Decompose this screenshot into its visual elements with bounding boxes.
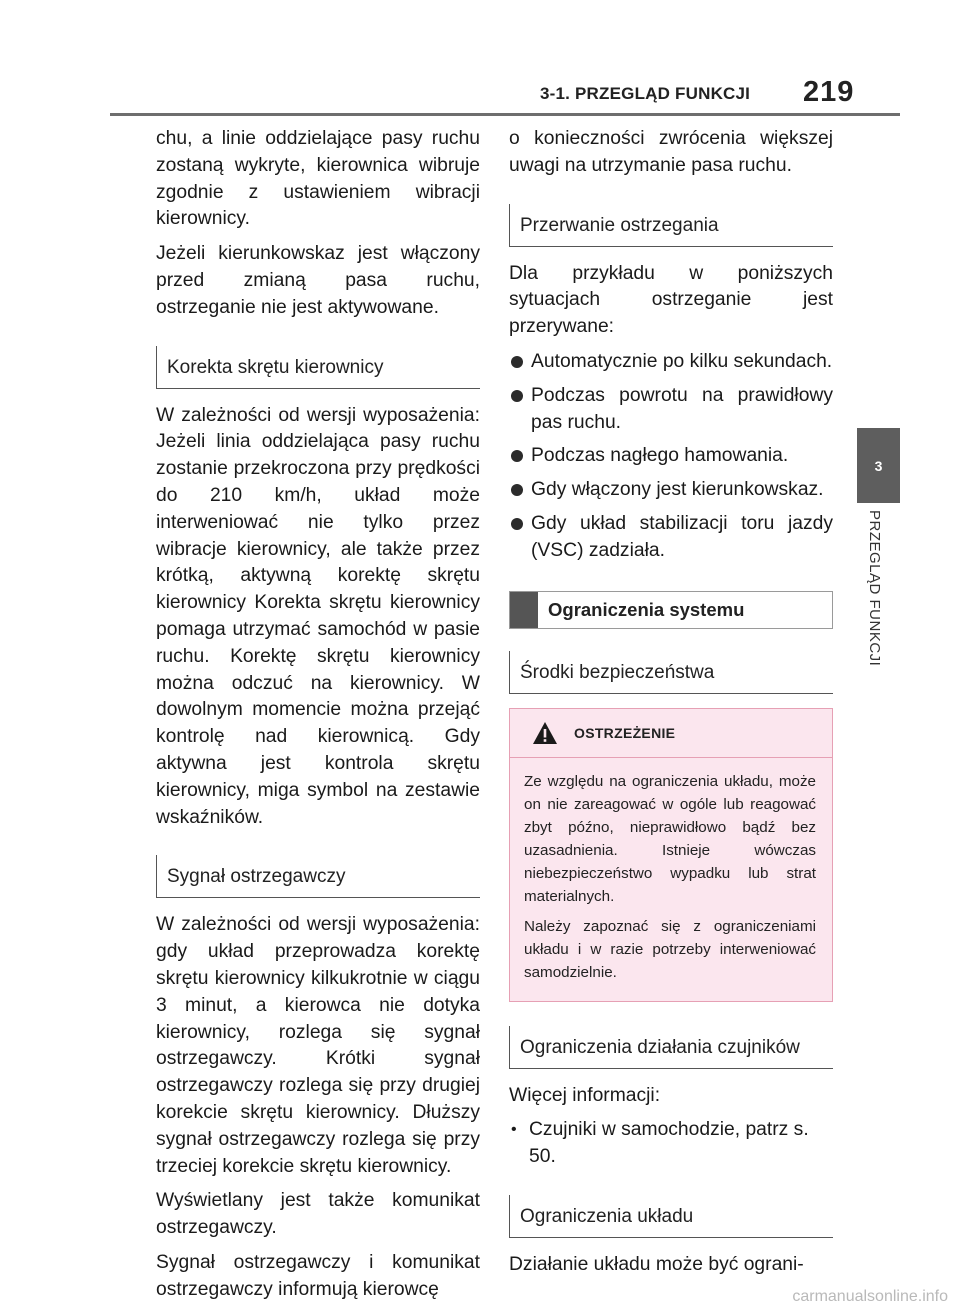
subheading-warning-interruption: Przerwanie ostrzegania	[509, 204, 833, 247]
subheading-warning-signal: Sygnał ostrzegawczy	[156, 855, 480, 898]
list-item	[509, 349, 833, 376]
paragraph: Działanie układu może być ograni-	[509, 1253, 804, 1275]
chapter-tab[interactable]	[857, 428, 900, 503]
warning-body	[510, 758, 832, 1001]
list-item-text: Gdy układ stabilizacji toru jazdy (VSC) zadziała.	[531, 512, 833, 561]
bullet-list	[509, 349, 833, 565]
chapter-number: 3	[874, 457, 883, 474]
bullet-dot-icon	[511, 390, 523, 402]
list-item	[509, 477, 833, 504]
bullet-dot-icon	[511, 518, 523, 530]
list-item-text: Automatycznie po kilku sekundach.	[531, 350, 833, 372]
paragraph: Sygnał ostrzegawczy i komunikat ostrzegawczy informują kierowcę	[156, 1251, 480, 1300]
paragraph: W zależności od wersji wyposażenia: gdy układ przeprowadza korektę skrętu kierownicy kilkukrotnie w ciągu 3 minut, a kierowca nie dotyka kierownicy, rozlega się sygnał ostrzegawczy. Krótki sygnał ostrzegawczy rozlega się przy drugiej korekcie skrętu kierownicy. Dłuższy sygnał ostrzegawczy rozlega się przy trzeciej korekcie skrętu kierownicy.	[156, 914, 480, 1177]
page-number: 219	[803, 76, 855, 108]
paragraph: Jeżeli kierunkowskaz jest włączony przed zmianą pasa ruchu, ostrzeganie nie jest aktywowane.	[156, 243, 480, 318]
warning-box	[509, 708, 833, 1002]
left-column	[156, 126, 480, 1311]
warning-paragraph: Ze względu na ograniczenia układu, może on nie zareagować w ogóle lub reagować zbyt późno, nieprawidłowo bądź bez uzasadnienia. Istnieje wówczas niebezpieczeństwo wypadku lub strat materialnych.	[524, 772, 816, 905]
warning-header	[510, 709, 832, 758]
paragraph: o konieczności zwrócenia większej uwagi na utrzymanie pasa ruchu.	[509, 128, 833, 176]
paragraph: chu, a linie oddzielające pasy ruchu zostaną wykryte, kierownica wibruje zgodnie z ustawieniem wibracji kierownicy.	[156, 128, 480, 230]
list-item	[509, 1117, 833, 1171]
subheading-system-limits: Ograniczenia układu	[509, 1195, 833, 1238]
list-item-text: Czujniki w samochodzie, patrz s. 50.	[529, 1119, 809, 1168]
subheading-sensor-limits: Ograniczenia działania czujników	[509, 1026, 833, 1069]
subheading-steering-correction: Korekta skrętu kierownicy	[156, 346, 480, 389]
section-marker	[510, 592, 538, 628]
subheading-safety-precautions: Środki bezpieczeństwa	[509, 651, 833, 694]
bullet-dot-icon	[511, 450, 523, 462]
section-title: 3-1. PRZEGLĄD FUNKCJI	[540, 84, 751, 103]
warning-paragraph: Należy zapoznać się z ograniczeniami układu i w razie potrzeby interweniować samodzielnie.	[524, 917, 816, 981]
section-header-system-limits	[509, 591, 833, 629]
list-item	[509, 443, 833, 470]
chapter-label: PRZEGLĄD FUNKCJI	[866, 510, 883, 667]
list-item	[509, 511, 833, 565]
list-item-text: Podczas nagłego hamowania.	[531, 445, 789, 467]
list-item-text: Podczas powrotu na prawidłowy pas ruchu.	[531, 384, 833, 433]
warning-title: OSTRZEŻENIE	[574, 724, 676, 741]
header-rule	[110, 113, 900, 116]
bullet-dot-icon	[511, 356, 523, 368]
list-item-text: Gdy włączony jest kierunkowskaz.	[531, 479, 824, 501]
warning-triangle-icon	[532, 721, 558, 745]
paragraph: Wyświetlany jest także komunikat ostrzegawczy.	[156, 1190, 480, 1239]
reference-list	[509, 1117, 833, 1171]
paragraph: Dla przykładu w poniższych sytuacjach ostrzeganie jest przerywane:	[509, 262, 833, 338]
watermark: carmanualsonline.info	[792, 1288, 948, 1305]
right-column	[509, 126, 833, 1287]
paragraph: W zależności od wersji wyposażenia: Jeżeli linia oddzielająca pasy ruchu zostanie przekroczona przy prędkości do 210 km/h, układ może interweniować nie tylko przez wibracje kierownicy, ale także przez krótką, aktywną korektę skrętu kierownicy Korekta skrętu kierownicy pomaga utrzymać samochód w pasie ruchu. Korektę skrętu kierownicy można odczuć na kierownicy. W dowolnym momencie można przejąć kontrolę nad kierownicą. Gdy aktywna jest kontrola skrętu kierownicy, miga symbol na zestawie wskaźników.	[156, 404, 480, 828]
paragraph: Więcej informacji:	[509, 1084, 661, 1106]
bullet-icon: •	[511, 1121, 517, 1139]
list-item	[509, 383, 833, 437]
bullet-dot-icon	[511, 484, 523, 496]
section-header-text: Ograniczenia systemu	[548, 598, 745, 620]
